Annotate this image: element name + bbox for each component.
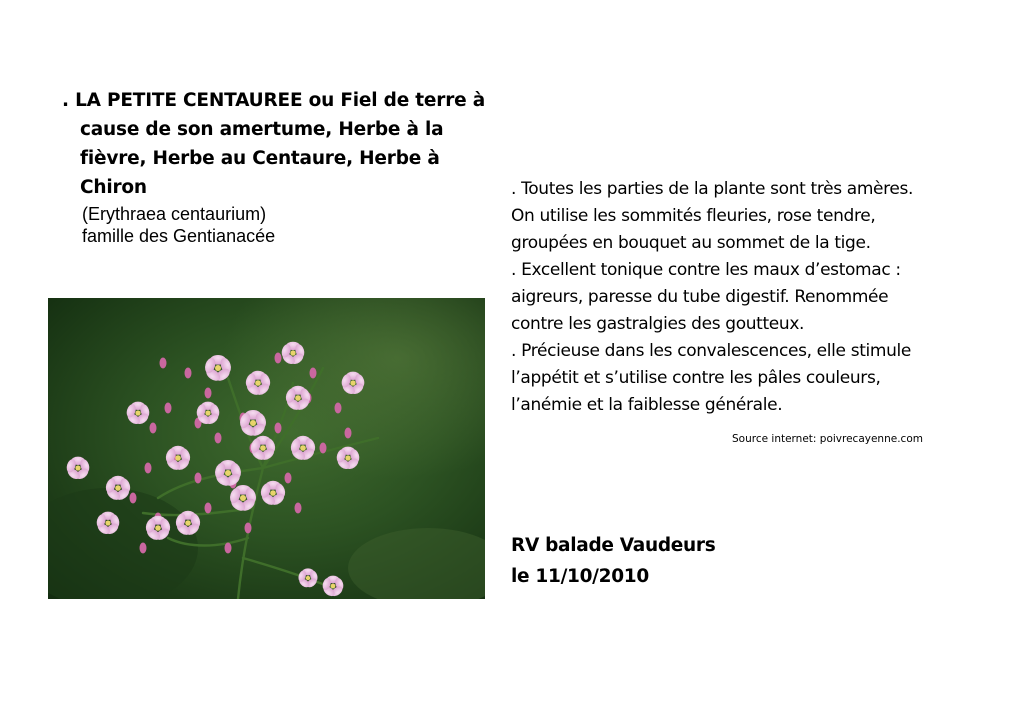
title-line: . LA PETITE CENTAUREE ou Fiel de terre à xyxy=(62,90,485,111)
title-line: cause de son amertume, Herbe à la xyxy=(80,119,444,140)
plant-family: famille des Gentianacée xyxy=(82,226,276,246)
flower-bud xyxy=(225,543,232,554)
event-info xyxy=(511,530,715,592)
flower-bud xyxy=(245,523,252,534)
flower-bud xyxy=(205,503,212,514)
flower-bud xyxy=(295,503,302,514)
title-line: fièvre, Herbe au Centaure, Herbe à xyxy=(80,148,440,169)
description-line: l’appétit et s’utilise contre les pâles couleurs, xyxy=(511,368,881,388)
flower-bud xyxy=(160,358,167,369)
flower-bud xyxy=(275,423,282,434)
flower-bud xyxy=(185,368,192,379)
description-line: . Toutes les parties de la plante sont très amères. xyxy=(511,179,914,199)
flower-bud xyxy=(335,403,342,414)
flower-bud xyxy=(195,473,202,484)
centaury-flower-photo xyxy=(48,298,485,599)
flower-bud xyxy=(320,443,327,454)
flower-bud xyxy=(215,433,222,444)
flower-bud xyxy=(165,403,172,414)
description-line: groupées en bouquet au sommet de la tige. xyxy=(511,233,871,253)
description-line: . Excellent tonique contre les maux d’estomac : xyxy=(511,260,901,280)
flower-bud xyxy=(140,543,147,554)
title-line: Chiron xyxy=(80,177,147,198)
flower-bud xyxy=(205,388,212,399)
title-block xyxy=(62,86,512,247)
plant-title xyxy=(62,86,512,202)
flower-bud xyxy=(345,428,352,439)
description-line: aigreurs, paresse du tube digestif. Renommée xyxy=(511,287,889,307)
event-date: le 11/10/2010 xyxy=(511,566,649,587)
source-credit: Source internet: poivrecayenne.com xyxy=(732,433,923,445)
description-line: On utilise les sommités fleuries, rose tendre, xyxy=(511,206,876,226)
event-title: RV balade Vaudeurs xyxy=(511,535,716,556)
plant-description xyxy=(511,176,981,419)
flower-bud xyxy=(130,493,137,504)
flower-bud xyxy=(150,423,157,434)
flower-bud xyxy=(275,353,282,364)
description-line: contre les gastralgies des goutteux. xyxy=(511,314,805,334)
flower-bud xyxy=(285,473,292,484)
description-line: . Précieuse dans les convalescences, elle stimule xyxy=(511,341,912,361)
latin-name: (Erythraea centaurium) xyxy=(82,204,267,224)
description-line: l’anémie et la faiblesse générale. xyxy=(511,395,783,415)
flower-bud xyxy=(145,463,152,474)
flower-bud xyxy=(310,368,317,379)
